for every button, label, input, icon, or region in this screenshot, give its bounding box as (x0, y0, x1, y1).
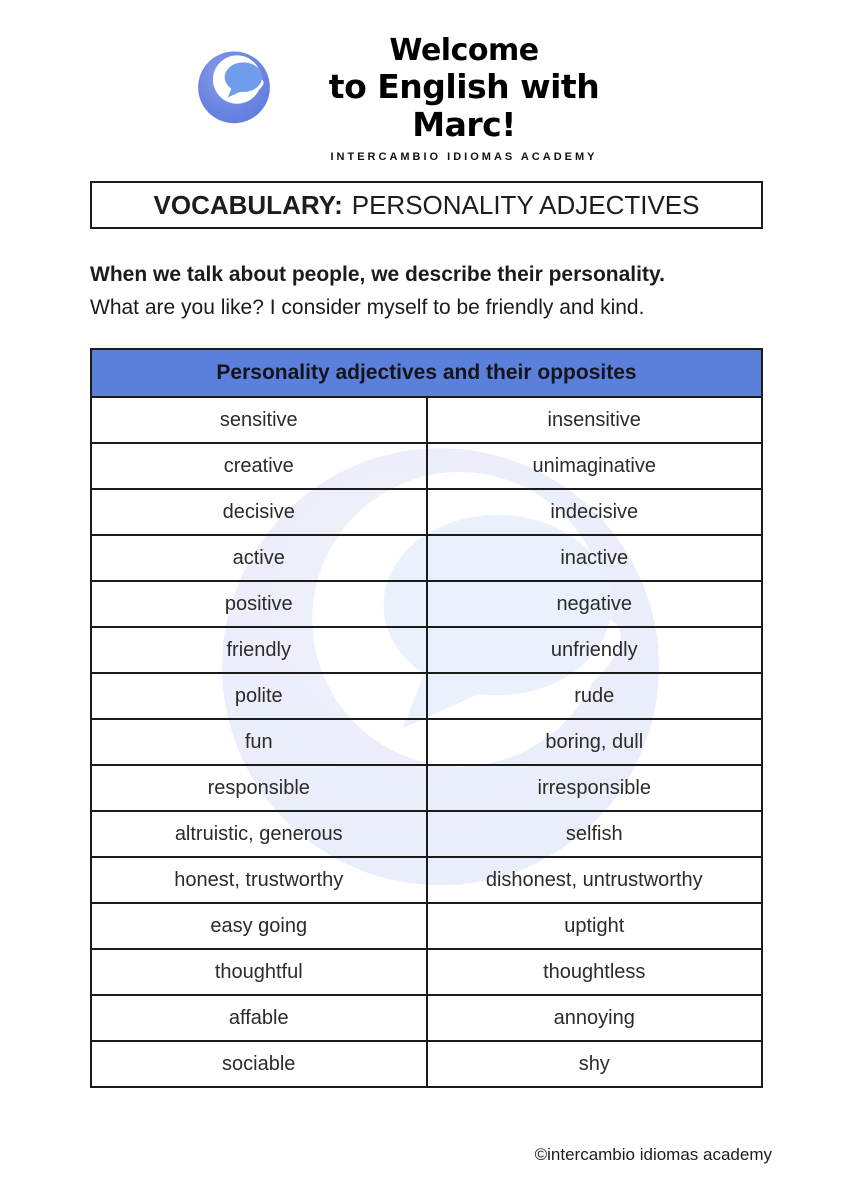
table-cell: dishonest, untrustworthy (427, 857, 763, 903)
table-cell: polite (91, 673, 427, 719)
table-row (91, 397, 762, 443)
table-row (91, 581, 762, 627)
table-row (91, 857, 762, 903)
welcome-line-1: Welcome (389, 33, 539, 68)
table-row (91, 949, 762, 995)
copyright-footer: ©intercambio idiomas academy (534, 1145, 772, 1164)
table-row (91, 535, 762, 581)
table-cell: creative (91, 443, 427, 489)
table-cell: active (91, 535, 427, 581)
table-cell: annoying (427, 995, 763, 1041)
table-cell: uptight (427, 903, 763, 949)
intro-line-1: When we talk about people, we describe their personality. (90, 263, 665, 286)
header-text-block (272, 34, 656, 163)
table-cell: thoughtful (91, 949, 427, 995)
personality-adjectives-table (90, 348, 763, 1088)
table-cell: irresponsible (427, 765, 763, 811)
table-cell: thoughtless (427, 949, 763, 995)
table-row (91, 673, 762, 719)
table-row (91, 627, 762, 673)
intro-line-2: What are you like? I consider myself to be friendly and kind. (90, 296, 645, 319)
table-row (91, 443, 762, 489)
table-cell: easy going (91, 903, 427, 949)
table-cell: positive (91, 581, 427, 627)
table-cell: friendly (91, 627, 427, 673)
table-row (91, 811, 762, 857)
table-cell: unimaginative (427, 443, 763, 489)
table-row (91, 719, 762, 765)
table-row (91, 995, 762, 1041)
table-cell: responsible (91, 765, 427, 811)
academy-logo-icon (193, 46, 275, 124)
table-cell: insensitive (427, 397, 763, 443)
table-cell: altruistic, generous (91, 811, 427, 857)
table-cell: affable (91, 995, 427, 1041)
table-cell: rude (427, 673, 763, 719)
table-header-cell: Personality adjectives and their opposites (91, 349, 762, 397)
table-cell: indecisive (427, 489, 763, 535)
table-row (91, 489, 762, 535)
table-cell: sociable (91, 1041, 427, 1087)
table-row (91, 765, 762, 811)
table-row (91, 903, 762, 949)
table-cell: shy (427, 1041, 763, 1087)
vocabulary-title-box (90, 181, 763, 229)
table-row (91, 1041, 762, 1087)
table-header-row (91, 349, 762, 397)
academy-name: INTERCAMBIO IDIOMAS ACADEMY (330, 151, 598, 163)
table-cell: inactive (427, 535, 763, 581)
table-cell: boring, dull (427, 719, 763, 765)
table-cell: selfish (427, 811, 763, 857)
table-cell: negative (427, 581, 763, 627)
table-cell: honest, trustworthy (91, 857, 427, 903)
title-label-bold: VOCABULARY: (153, 189, 343, 220)
table-cell: unfriendly (427, 627, 763, 673)
title-label-regular: PERSONALITY ADJECTIVES (351, 189, 700, 220)
table-cell: sensitive (91, 397, 427, 443)
welcome-line-2: to English with Marc! (328, 67, 600, 144)
intro-paragraph (90, 258, 780, 324)
table-cell: decisive (91, 489, 427, 535)
table-cell: fun (91, 719, 427, 765)
